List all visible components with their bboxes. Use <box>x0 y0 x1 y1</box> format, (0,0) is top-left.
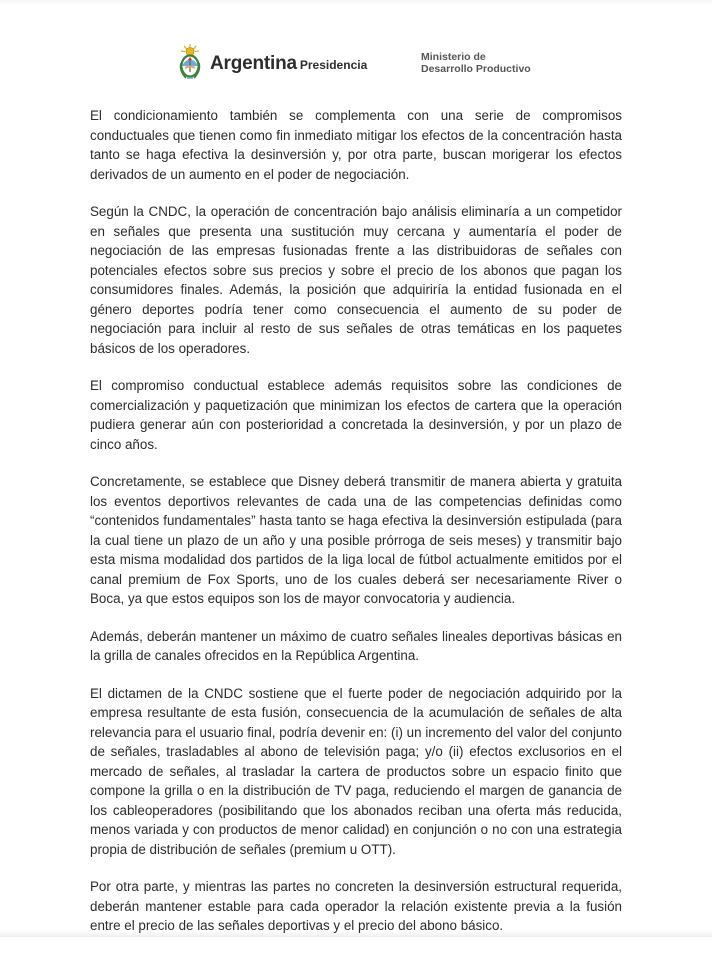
paragraph-4: Concretamente, se establece que Disney deberá transmitir de manera abierta y gratuita los eventos deportivos relevantes de cada una de las competencias definidas como “contenidos fundamentales” hasta tanto se haga efectiva la desinversión estipulada (para la cual tiene un plazo de un año y una posible prórroga de seis meses) y transmitir bajo esta misma modalidad dos partidos de la liga local de fútbol actualmente emitidos por el canal premium de Fox Sports, uno de los cuales deberá ser necesariamente River o Boca, ya que estos equipos son los de mayor convocatoria y audiencia. <box>90 474 622 606</box>
ministry-name <box>421 51 531 75</box>
ministry-line-2: Desarrollo Productivo <box>421 63 531 75</box>
letterhead <box>176 40 556 86</box>
paragraph-7: Por otra parte, y mientras las partes no concreten la desinversión estructural requerida, deberán mantener estable para cada operador la relación existente previa a la fusión entre el precio de las señales deportivas y el precio del abono básico. <box>90 879 622 933</box>
ministry-line-1: Ministerio de <box>421 51 486 63</box>
brand-name <box>210 53 367 75</box>
paragraph-5: Además, deberán mantener un máximo de cuatro señales lineales deportivas básicas en la grilla de canales ofrecidos en la República Argentina. <box>90 628 622 663</box>
paragraph-3: El compromiso conductual establece además requisitos sobre las condiciones de comercialización y paquetización que minimizan los efectos de cartera que la operación pudiera generar aún con posterioridad a concretada la desinversión, y por un plazo de cinco años. <box>90 378 622 452</box>
brand-main-text: Argentina <box>210 53 297 74</box>
paragraph-1: El condicionamiento también se complementa con una serie de compromisos conductuales que tienen como fin inmediato mitigar los efectos de la concentración hasta tanto se haga efectiva la desinversión y, por otra parte, buscan morigerar los efectos derivados de un aumento en el poder de negociación. <box>90 108 622 182</box>
paragraph-2: Según la CNDC, la operación de concentración bajo análisis eliminaría a un competidor en señales que presenta una sustitución muy cercana y aumentaría el poder de negociación de las empresas fusionadas frente a las distribuidoras de señales con potenciales efectos sobre sus precios y sobre el precio de los abonos que pagan los consumidores finales. Además, la posición que adquiriría la entidad fusionada en el género deportes podría tener como consecuencia el aumento de su poder de negociación para incluir al resto de sus señales de otras temáticas en los paquetes básicos de los operadores. <box>90 204 622 356</box>
brand-sub-text: Presidencia <box>299 58 368 72</box>
argentina-coat-of-arms-icon <box>178 43 202 81</box>
document-body <box>90 106 622 954</box>
paragraph-6: El dictamen de la CNDC sostiene que el fuerte poder de negociación adquirido por la empresa resultante de esta fusión, consecuencia de la acumulación de señales de alta relevancia para el usuario final, podría devenir en: (i) un incremento del valor del conjunto de señales, trasladables al abono de televisión paga; y/o (ii) efectos exclusorios en el mercado de señales, al trasladar la cartera de productos sobre un espacio finito que compone la grilla o en la distribución de TV paga, reduciendo el margen de ganancia de los cableoperadores (posibilitando que los abonados reciban una oferta más reducida, menos variada y con productos de menor calidad) en conjunción o no con una estrategia propia de distribución de señales (premium u OTT). <box>90 685 622 857</box>
